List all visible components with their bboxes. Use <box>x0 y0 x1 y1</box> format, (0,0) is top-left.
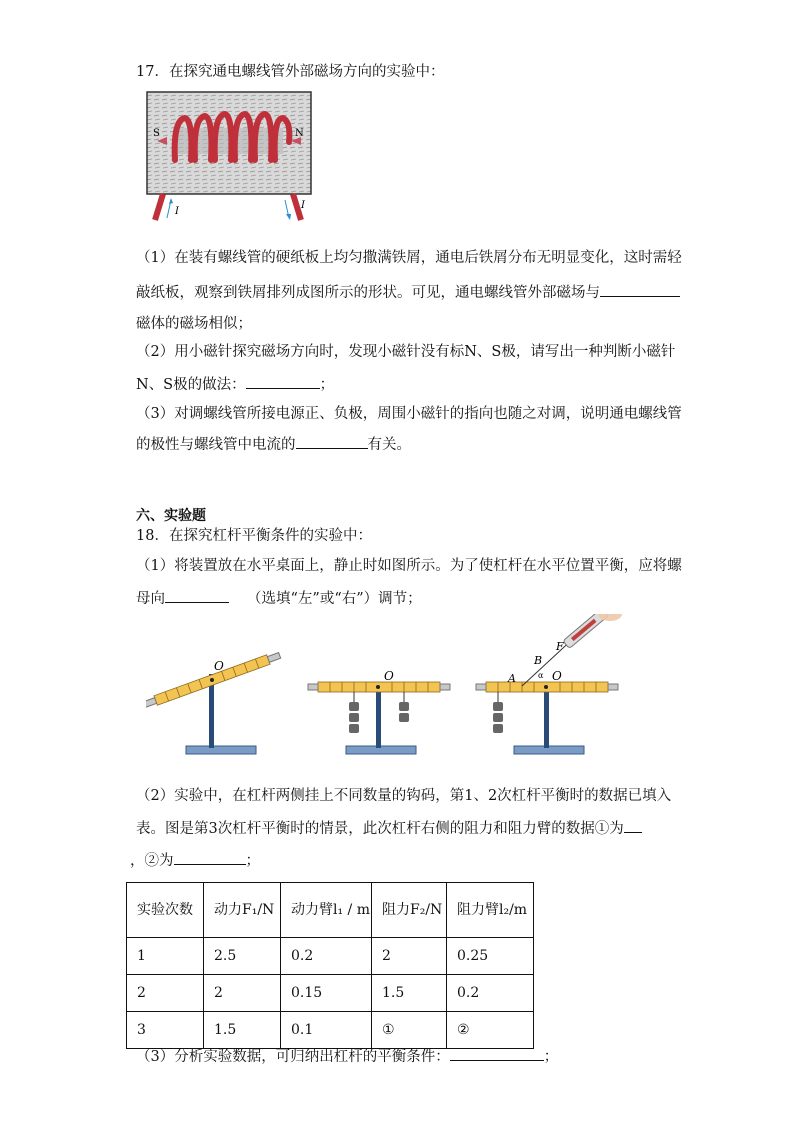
section-title: 六、实验题 <box>136 508 206 524</box>
q18-p1-end: （选填“左”或“右”）调节； <box>247 591 422 607</box>
solenoid-figure <box>145 90 315 222</box>
q17-blank-2[interactable] <box>246 374 320 389</box>
pivot-label-2: O <box>384 669 394 683</box>
table-row <box>127 975 534 1012</box>
lever-figure-3 <box>476 614 622 754</box>
q17-p1-text: 敲纸板，观察到铁屑排列成图所示的形状。可见，通电螺线管外部磁场与 <box>136 285 600 301</box>
q18-p1-text: 母向 <box>136 591 165 607</box>
q17-p1-line1: （1）在装有螺线管的硬纸板上均匀撒满铁屑，通电后铁屑分布无明显变化，这时需轻 <box>136 250 682 266</box>
table-header-cell: 动力臂l₁ / m <box>281 883 372 938</box>
q18-p1-line1: （1）将装置放在水平桌面上，静止时如图所示。为了使杠杆在水平位置平衡，应将螺 <box>136 558 682 574</box>
q18-p2-text-2: ，②为 <box>130 853 174 869</box>
table-header-row <box>127 883 534 938</box>
q18-blank-2a[interactable] <box>624 818 642 833</box>
lever-figure-1 <box>146 651 281 754</box>
lever-figures <box>146 614 626 764</box>
q18-p3-line <box>136 1046 558 1067</box>
q18-p2-text: 表。图是第3次杠杆平衡时的情景，此次杠杆右侧的阻力和阻力臂的数据①为 <box>136 821 624 837</box>
lever-figure-2 <box>308 669 450 754</box>
current-label-right: I <box>301 200 305 211</box>
table-cell: 1.5 <box>372 975 447 1012</box>
table-header-cell: 实验次数 <box>127 883 204 938</box>
q17-blank-1[interactable] <box>600 282 680 297</box>
q17-p2-text: N、S极的做法： <box>136 377 246 393</box>
table-cell: 2 <box>204 975 281 1012</box>
q17-p1-line3: 磁体的磁场相似； <box>136 316 252 332</box>
q17-p2-line1: （2）用小磁针探究磁场方向时，发现小磁针没有标N、S极，请写出一种判断小磁针 <box>136 344 676 360</box>
q18-p2-end: ； <box>245 853 260 869</box>
table-cell: 0.2 <box>447 975 534 1012</box>
table-cell: 3 <box>127 1012 204 1049</box>
table-cell: 0.2 <box>281 938 372 975</box>
q17-p3-line1: （3）对调螺线管所接电源正、负极，周围小磁针的指向也随之对调，说明通电螺线管 <box>136 406 682 422</box>
table-header-cell: 动力F₁/N <box>204 883 281 938</box>
q18-p1-line2 <box>136 588 422 609</box>
table-cell: ② <box>447 1012 534 1049</box>
table-cell: ① <box>372 1012 447 1049</box>
table-header-cell: 阻力臂l₂/m <box>447 883 534 938</box>
q17-p1-line2 <box>136 282 680 303</box>
table-cell: 1 <box>127 938 204 975</box>
table-cell: 2.5 <box>204 938 281 975</box>
q18-blank-2b[interactable] <box>174 850 246 865</box>
q18-p2-line2 <box>136 818 642 839</box>
q17-p3-end: 有关。 <box>367 437 411 453</box>
q17-blank-3[interactable] <box>296 434 368 449</box>
current-label-left: I <box>175 206 179 217</box>
q18-title: 18．在探究杠杆平衡条件的实验中： <box>136 528 372 544</box>
point-b-label: B <box>534 654 543 667</box>
pivot-label-1: O <box>214 659 224 673</box>
q18-p3-text: （3）分析实验数据，可归纳出杠杆的平衡条件： <box>136 1049 450 1065</box>
n-pole-label: N <box>295 128 304 139</box>
table-cell: 0.1 <box>281 1012 372 1049</box>
point-a-label: A <box>508 672 516 685</box>
lever-data-table <box>126 882 534 1049</box>
table-row <box>127 938 534 975</box>
table-row <box>127 1012 534 1049</box>
q18-p3-end: ； <box>543 1049 559 1065</box>
q17-p3-line2 <box>136 434 411 455</box>
pivot-label-3: O <box>552 669 562 683</box>
angle-label: α <box>538 671 544 680</box>
table-cell: 1.5 <box>204 1012 281 1049</box>
table-cell: 0.15 <box>281 975 372 1012</box>
q17-p2-end: ； <box>319 377 335 393</box>
table-cell: 2 <box>127 975 204 1012</box>
q18-blank-1[interactable] <box>165 588 229 603</box>
q17-p2-line2 <box>136 374 334 395</box>
q17-title: 17．在探究通电螺线管外部磁场方向的实验中： <box>136 64 445 80</box>
q18-p2-line3 <box>130 850 260 871</box>
s-pole-label: S <box>153 128 160 139</box>
force-f-label: F <box>556 640 564 653</box>
table-cell: 0.25 <box>447 938 534 975</box>
q17-p3-text: 的极性与螺线管中电流的 <box>136 437 296 453</box>
q18-blank-3[interactable] <box>450 1046 544 1061</box>
q18-p2-line1: （2）实验中，在杠杆两侧挂上不同数量的钩码，第1、2次杠杆平衡时的数据已填入 <box>136 788 672 804</box>
table-cell: 2 <box>372 938 447 975</box>
table-header-cell: 阻力F₂/N <box>372 883 447 938</box>
